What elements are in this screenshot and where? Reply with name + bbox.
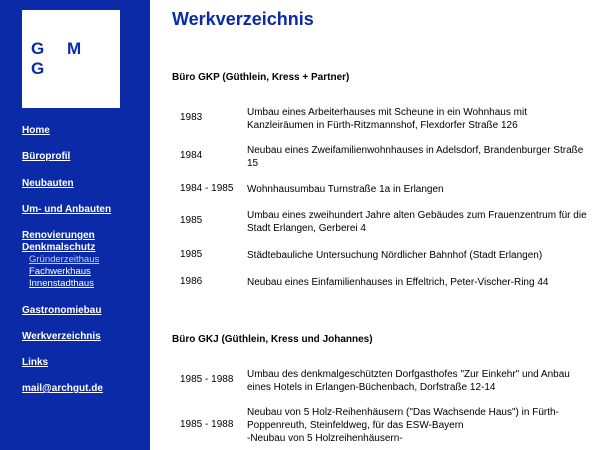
- subnav-fachwerkhaus[interactable]: Fachwerkhaus: [29, 266, 91, 277]
- nav-bueroprofil[interactable]: Büroprofil: [22, 151, 71, 162]
- section-heading-gkj: Büro GKJ (Güthlein, Kress und Johannes): [172, 334, 373, 345]
- entry-description: Neubau eines Zweifamilienwohnhauses in Adelsdorf, Brandenburger Straße 15: [247, 145, 584, 169]
- entry-year: 1985 - 1988: [180, 419, 234, 430]
- nav-um-und-anbauten[interactable]: Um- und Anbauten: [22, 204, 112, 215]
- nav-mail[interactable]: mail@archgut.de: [22, 383, 103, 394]
- entry-description: Neubau eines Einfamilienhauses in Effeltrich, Peter-Vischer-Ring 44: [247, 277, 549, 288]
- nav-home[interactable]: Home: [22, 125, 50, 136]
- entry-description: Umbau des denkmalgeschützten Dorfgasthofes "Zur Einkehr" und Anbau eines Hotels in Erlangen-Büchenbach, Dorfstraße 12-14: [247, 369, 570, 393]
- entry-description: Umbau eines Arbeiterhauses mit Scheune in ein Wohnhaus mit Kanzleiräumen in Fürth-Ritzmannshof, Flexdorfer Straße 126: [247, 107, 527, 131]
- nav-werkverzeichnis[interactable]: Werkverzeichnis: [22, 331, 101, 342]
- entry-description: Wohnhausumbau Turnstraße 1a in Erlangen: [247, 184, 444, 195]
- entry-year: 1985: [180, 215, 203, 226]
- nav-links[interactable]: Links: [22, 357, 49, 368]
- entry-description: -Neubau von 5 Holzreihenhäusern-: [247, 433, 403, 444]
- entry-description: Neubau von 5 Holz-Reihenhäusern ("Das Wachsende Haus") in Fürth-Poppenreuth, Steinfeldweg, für das ESW-Bayern: [247, 407, 559, 431]
- entry-year: 1984: [180, 150, 203, 161]
- entry-year: 1985: [180, 249, 203, 260]
- logo[interactable]: [22, 10, 120, 108]
- entry-year: 1984 - 1985: [180, 183, 234, 194]
- entry-year: 1986: [180, 276, 203, 287]
- entry-description: Städtebauliche Untersuchung Nördlicher Bahnhof (Stadt Erlangen): [247, 250, 543, 261]
- entry-year: 1985 - 1988: [180, 374, 234, 385]
- page-title: Werkverzeichnis: [172, 9, 314, 29]
- nav-renovierungen[interactable]: Renovierungen: [22, 230, 95, 241]
- subnav-gruenderzeithaus[interactable]: Gründerzeithaus: [29, 254, 100, 265]
- nav-gastronomiebau[interactable]: Gastronomiebau: [22, 305, 102, 316]
- nav-neubauten[interactable]: Neubauten: [22, 178, 74, 189]
- logo-text: G M G: [31, 39, 91, 78]
- entry-description: Umbau eines zweihundert Jahre alten Gebäudes zum Frauenzentrum für die Stadt Erlangen, Gerberei 4: [247, 210, 587, 234]
- section-heading-gkp: Büro GKP (Güthlein, Kress + Partner): [172, 72, 350, 83]
- entry-year: 1983: [180, 112, 203, 123]
- subnav-innenstadthaus[interactable]: Innenstadthaus: [29, 278, 94, 289]
- sidebar: [0, 0, 150, 450]
- nav-denkmalschutz[interactable]: Denkmalschutz: [22, 242, 96, 253]
